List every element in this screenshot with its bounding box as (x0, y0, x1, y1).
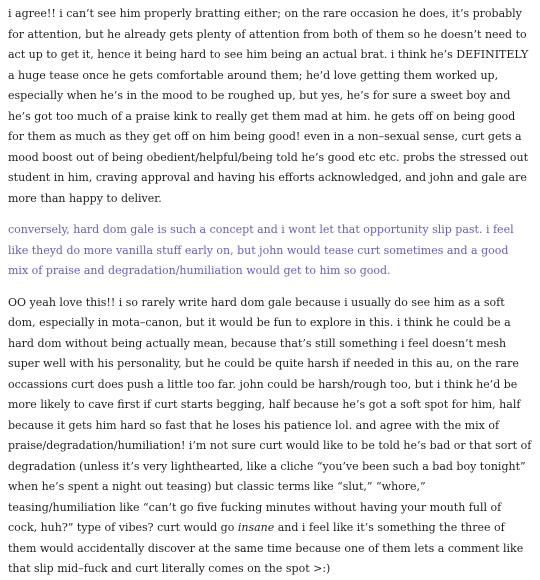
paragraph-spacer (8, 209, 532, 220)
reply-text-before-italic: OO yeah love this!! i so rarely write hard dom gale because i usually do see him as a soft dom, especially in mota–canon, but it would be fun to explore in this. i think he could be a hard dom without being actually mean, because that’s still something i feel doesn’t mesh super well with his personality, but he could be quite harsh if needed in this au, on the rare occassions curt does push a little too far. john could be harsh/rough too, but i think he’d be more likely to cave first if curt starts begging, half because he’s got a soft spot for him, half because it gets him hard so fast that he loses his patience lol. and agree with the mix of praise/degradation/humiliation! i’m not sure curt would like to be told he’s bad or that sort of degradation (unless it’s very lighthearted, like a cliche “you’ve been such a bad boy tonight” when he’s spent a night out teasing) but classic terms like “slut,” “whore,” teasing/humiliation like “can’t go five fucking minutes without having your mouth full of cock, huh?” type of vibes? curt would go (8, 295, 532, 534)
paragraph-spacer (8, 282, 532, 293)
reply-paragraph-2 (8, 293, 532, 580)
reply-paragraph-1: i agree!! i can’t see him properly bratting either; on the rare occasion he does, it’s probably for attention, but he already gets plenty of attention from both of them so he doesn’t need to act up to get it, hence it being hard to see him being an actual brat. i think he’s DEFINITELY a huge tease once he gets comfortable around them; he’d love getting them worked up, especially when he’s in the mood to be roughed up, but yes, he’s for sure a sweet boy and he’s got too much of a praise kink to really get them mad at him. he gets off on being good for them as much as they get off on him being good! even in a non–sexual sense, curt gets a mood boost out of being obedient/helpful/being told he’s good etc etc. probs the stressed out student in him, craving approval and having his efforts acknowledged, and john and gale are more than happy to deliver. (8, 7, 529, 205)
reply-text-after-italic: and i feel like it’s something the three of them would accidentally discover at the same time because one of them lets a comment like that slip mid–fuck and curt literally comes on the spot >:) (8, 521, 524, 575)
quoted-ask-paragraph: conversely, hard dom gale is such a concept and i wont let that opportunity slip past. i feel like theyd do more vanilla stuff early on, but john would tease curt sometimes and a good mix of praise and degradation/humiliation would get to him so good. (8, 223, 514, 277)
italic-emphasis: insane (237, 521, 275, 534)
